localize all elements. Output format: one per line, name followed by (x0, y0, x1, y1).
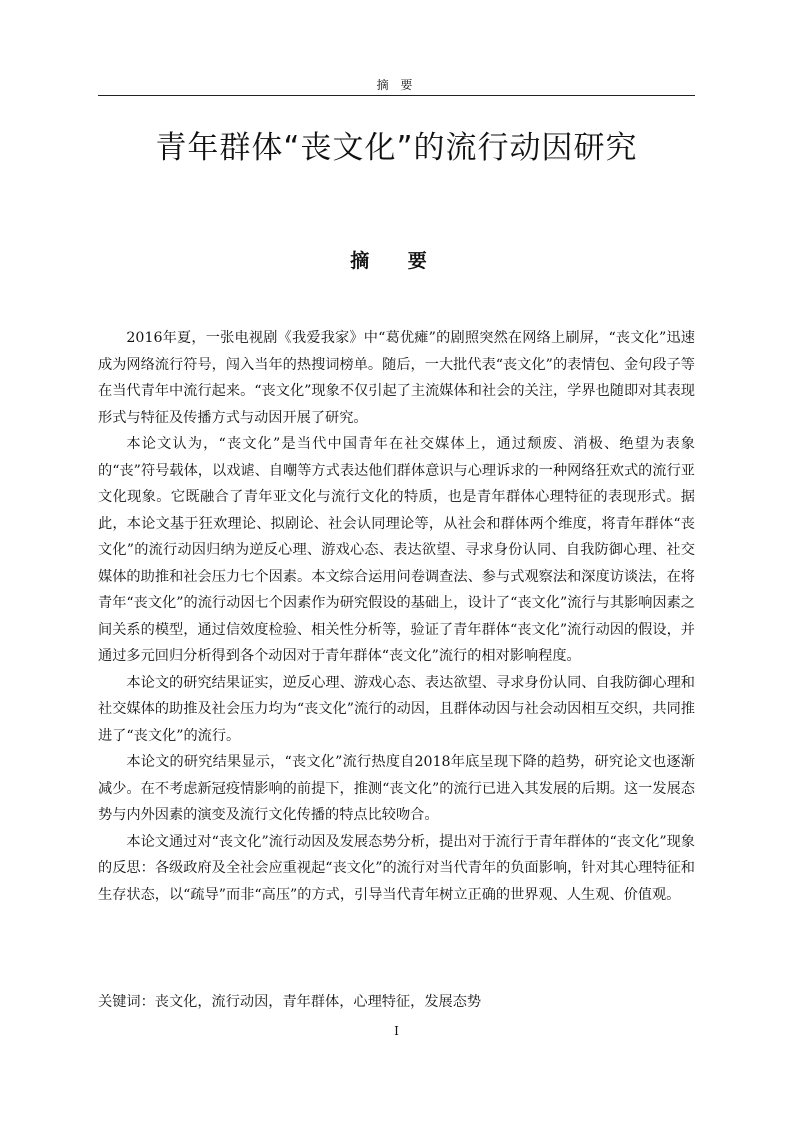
abstract-paragraph-2: 本论文认为，“丧文化”是当代中国青年在社交媒体上，通过颓废、消极、绝望为表象的“丧”符号载体，以戏谑、自嘲等方式表达他们群体意识与心理诉求的一种网络狂欢式的流行亚文化现象。它既融合了青年亚文化与流行文化的特质，也是青年群体心理特征的表现形式。据此，本论文基于狂欢理论、拟剧论、社会认同理论等，从社会和群体两个维度，将青年群体“丧文化”的流行动因归纳为逆反心理、游戏心态、表达欲望、寻求身份认同、自我防御心理、社交媒体的助推和社会压力七个因素。本文综合运用问卷调查法、参与式观察法和深度访谈法，在将青年“丧文化”的流行动因七个因素作为研究假设的基础上，设计了“丧文化”流行与其影响因素之间关系的模型，通过信效度检验、相关性分析等，验证了青年群体“丧文化”流行动因的假设，并通过多元回归分析得到各个动因对于青年群体“丧文化”流行的相对影响程度。 (98, 436, 695, 664)
header-rule (98, 95, 695, 96)
running-header: 摘 要 (376, 78, 417, 92)
keywords-line (98, 989, 695, 1015)
page-number: I (394, 1024, 399, 1038)
abstract-paragraph-3: 本论文的研究结果证实，逆反心理、游戏心态、表达欲望、寻求身份认同、自我防御心理和社交媒体的助推及社会压力均为“丧文化”流行的动因，且群体动因与社会动因相互交织，共同推进了“丧文化”的流行。 (98, 674, 695, 744)
abstract-paragraph-4: 本论文的研究结果显示，“丧文化”流行热度自2018年底呈现下降的趋势，研究论文也逐渐减少。在不考虑新冠疫情影响的前提下，推测“丧文化”的流行已进入其发展的后期。这一发展态势与内外因素的演变及流行文化传播的特点比较吻合。 (98, 754, 695, 823)
abstract-paragraph-5: 本论文通过对“丧文化”流行动因及发展态势分析，提出对于流行于青年群体的“丧文化”现象的反思：各级政府及全社会应重视起“丧文化”的流行对当代青年的负面影响，针对其心理特征和生存状态，以“疏导”而非“高压”的方式，引导当代青年树立正确的世界观、人生观、价值观。 (98, 833, 695, 903)
abstract-body (98, 325, 695, 908)
document-title: 青年群体“丧文化”的流行动因研究 (155, 130, 638, 166)
abstract-paragraph-1: 2016年夏，一张电视剧《我爱我家》中“葛优瘫”的剧照突然在网络上刷屏，“丧文化”迅速成为网络流行符号，闯入当年的热搜词榜单。随后，一大批代表“丧文化”的表情包、金句段子等在当代青年中流行起来。“丧文化”现象不仅引起了主流媒体和社会的关注，学界也随即对其表现形式与特征及传播方式与动因开展了研究。 (98, 330, 695, 426)
keywords-label: 关键词： (98, 994, 155, 1010)
keywords-values: 丧文化，流行动因，青年群体，心理特征，发展态势 (154, 994, 482, 1010)
abstract-heading: 摘 要 (350, 250, 443, 272)
